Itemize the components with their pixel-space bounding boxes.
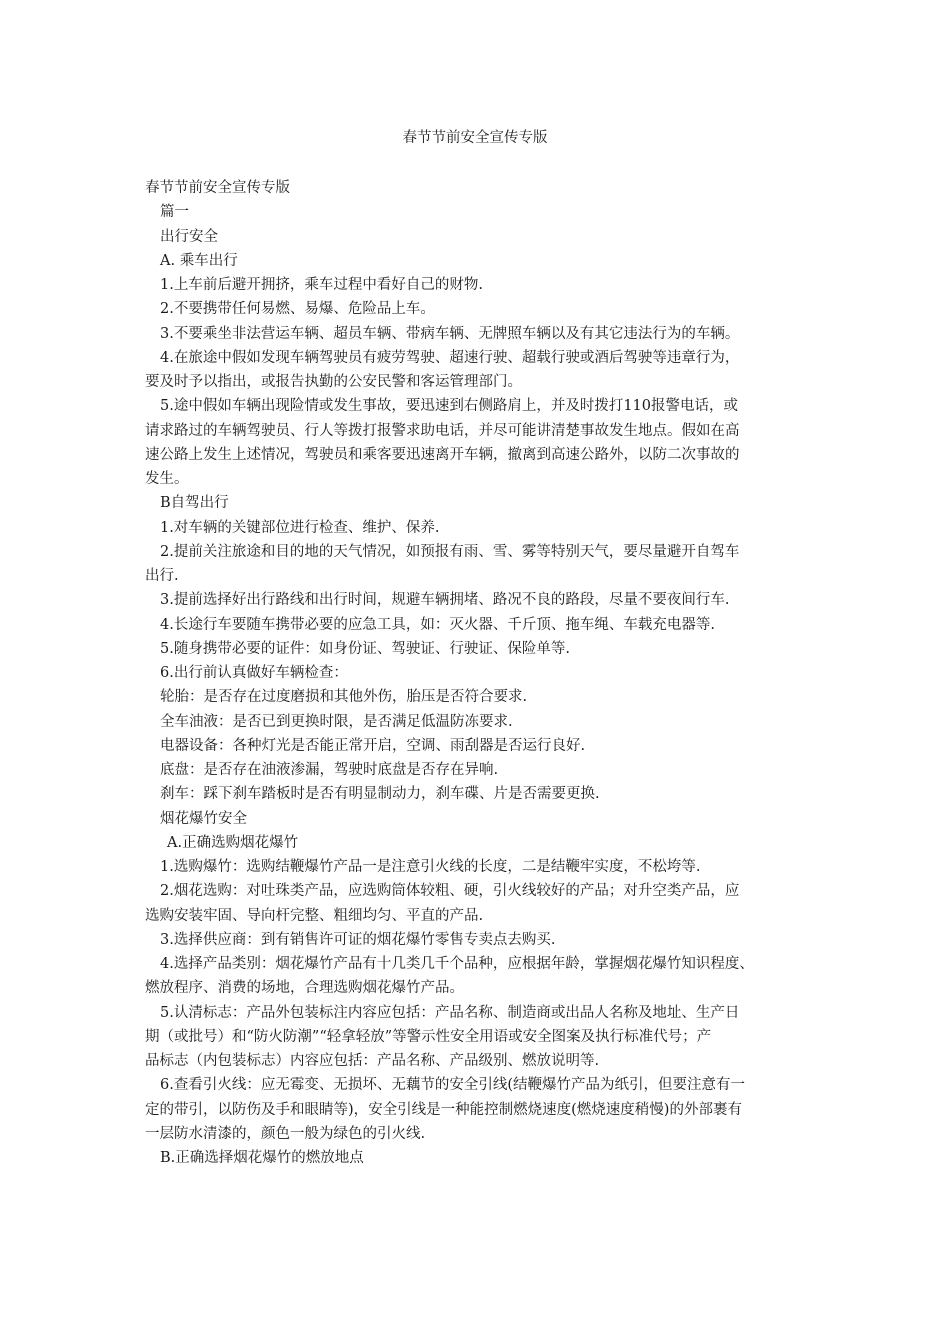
text-line: 6.出行前认真做好车辆检查： (160, 665, 348, 681)
text-line: 底盘：是否存在油液渗漏，驾驶时底盘是否存在异响. (160, 762, 499, 778)
text-line: 品标志（内包装标志）内容应包括：产品名称、产品级别、燃放说明等. (145, 1053, 600, 1069)
text-line: 2.烟花选购：对吐珠类产品，应选购筒体较粗、硬，引火线较好的产品；对升空类产品，应 (160, 883, 740, 900)
text-line: A.正确选购烟花爆竹 (167, 834, 299, 851)
text-line: 5.随身携带必要的证件：如身份证、驾驶证、行驶证、保险单等. (160, 640, 570, 657)
text-line: B.正确选择烟花爆竹的燃放地点 (160, 1150, 364, 1166)
text-line: 轮胎：是否存在过度磨损和其他外伤，胎压是否符合要求. (160, 689, 528, 706)
text-line: 4.在旅途中假如发现车辆驾驶员有疲劳驾驶、超速行驶、超载行驶或酒后驾驶等违章行为， (160, 349, 740, 366)
text-line: 6.查看引火线：应无霉变、无损坏、无藕节的安全引线(结鞭爆竹产品为纸引，但要注意有一 (160, 1077, 745, 1094)
text-line: 篇一 (160, 204, 189, 221)
text-line: 选购安装牢固、导向杆完整、粗细均匀、平直的产品. (145, 907, 484, 924)
text-line: 5.途中假如车辆出现险情或发生事故，要迅速到右侧路肩上，并及时拨打110报警电话，或 (160, 398, 739, 415)
text-line: 3.不要乘坐非法营运车辆、超员车辆、带病车辆、无牌照车辆以及有其它违法行为的车辆。 (160, 325, 740, 342)
text-line: 定的带引，以防伤及手和眼睛等)，安全引线是一种能控制燃烧速度(燃烧速度稍慢)的外部裹有 (145, 1101, 742, 1118)
text-line: 3.提前选择好出行路线和出行时间，规避车辆拥堵、路况不良的路段，尽量不要夜间行车. (160, 592, 730, 609)
text-line: 烟花爆竹安全 (160, 810, 247, 827)
text-line: 请求路过的车辆驾驶员、行人等拨打报警求助电话，并尽可能讲清楚事故发生地点。假如在高 (145, 422, 740, 439)
text-line: 1.对车辆的关键部位进行检查、维护、保养. (160, 519, 440, 536)
text-line: 4.选择产品类别：烟花爆竹产品有十几类几千个品种，应根据年龄，掌握烟花爆竹知识程度、 (160, 956, 754, 972)
text-line: 电器设备：各种灯光是否能正常开启，空调、雨刮器是否运行良好. (160, 737, 586, 754)
text-line: B自驾出行 (160, 495, 229, 512)
text-line: 出行安全 (160, 228, 218, 245)
text-line: 全车油液：是否已到更换时限，是否满足低温防冻要求. (160, 713, 513, 730)
text-line: A. 乘车出行 (160, 252, 238, 269)
text-line: 要及时予以指出，或报告执勤的公安民警和客运管理部门。 (145, 374, 522, 390)
text-line: 速公路上发生上述情况，驾驶员和乘客要迅速离开车辆，撤离到高速公路外，以防二次事故的 (145, 446, 740, 463)
text-line: 2.提前关注旅途和目的地的天气情况，如预报有雨、雪、雾等特别天气，要尽量避开自驾车 (160, 543, 740, 560)
text-line: 4.长途行车要随车携带必要的应急工具，如：灭火器、千斤顶、拖车绳、车载充电器等. (160, 616, 715, 633)
text-line: 春节节前安全宣传专版 (145, 180, 290, 196)
text-line: 3.选择供应商：到有销售许可证的烟花爆竹零售专卖点去购买. (160, 931, 556, 948)
text-line: 出行. (145, 568, 179, 584)
text-line: 5.认清标志：产品外包装标注内容应包括：产品名称、制造商或出品人名称及地址、生产日 (160, 1004, 740, 1021)
text-line: 期（或批号）和“防火防潮”“轻拿轻放”等警示性安全用语或安全图案及执行标准代号；产 (145, 1028, 712, 1045)
text-line: 1.选购爆竹：选购结鞭爆竹产品一是注意引火线的长度，二是结鞭牢实度，不松垮等. (160, 859, 701, 875)
text-line: 燃放程序、消费的场地，合理选购烟花爆竹产品。 (145, 980, 464, 997)
text-line: 一层防水清漆的，颜色一般为绿色的引火线. (145, 1125, 426, 1142)
text-line: 2.不要携带任何易燃、易爆、危险品上车。 (160, 301, 435, 318)
document-body (145, 176, 810, 1170)
text-line: 发生。 (145, 471, 189, 487)
text-line: 1.上车前后避开拥挤，乘车过程中看好自己的财物. (160, 277, 483, 293)
document-title: 春节节前安全宣传专版 (402, 130, 548, 146)
text-line: 刹车：踩下刹车踏板时是否有明显制动力，刹车碟、片是否需要更换. (160, 786, 600, 803)
